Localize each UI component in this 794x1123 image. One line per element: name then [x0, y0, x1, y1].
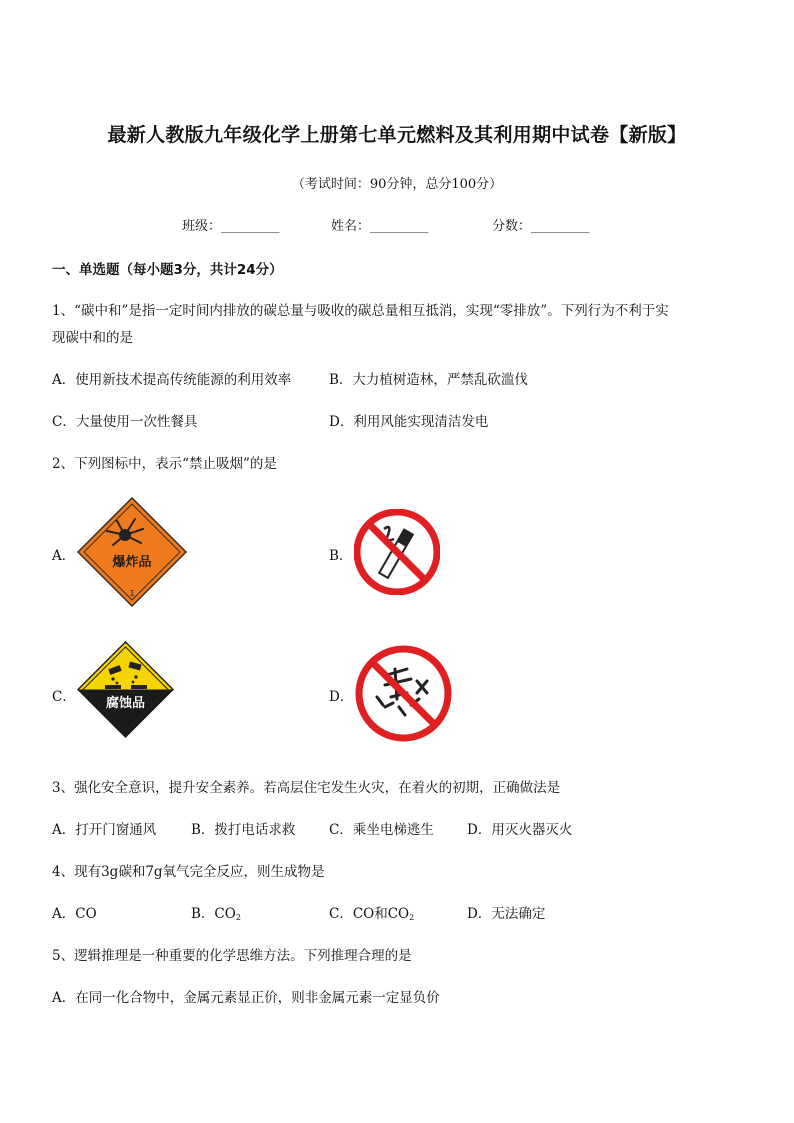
q4-option-d: D．无法确定 — [467, 906, 546, 922]
q3-option-c: C．乘坐电梯逃生 — [329, 822, 434, 838]
question-1-stem: 1、“碳中和”是指一定时间内排放的碳总量与吸收的碳总量相互抵消，实现“零排放”。下列行为不利于实 — [52, 303, 669, 319]
q2-option-a-label: A． — [52, 548, 76, 564]
q4-option-a: A．CO — [52, 906, 97, 922]
question-3-stem: 3、强化安全意识，提升安全素养。若高层住宅发生火灾，在着火的初期，正确做法是 — [52, 780, 561, 796]
q3-option-b: B．拨打电话求救 — [191, 822, 296, 838]
exam-info: （考试时间：90分钟，总分100分） — [291, 177, 503, 192]
q1-option-b: B．大力植树造林，严禁乱砍滥伐 — [329, 372, 528, 388]
q2-option-c-label: C． — [52, 689, 76, 705]
q3-option-a: A．打开门窗通风 — [52, 822, 157, 838]
class-field: 班级：_________ — [182, 219, 280, 234]
q4-option-c-subscript: 2 — [409, 913, 415, 922]
q2-option-d-label: D． — [329, 689, 354, 705]
q4-option-b-subscript: 2 — [235, 913, 241, 922]
q4-option-c — [329, 902, 414, 922]
score-field: 分数：_________ — [492, 219, 590, 234]
no-littering-sign-icon — [355, 645, 452, 742]
explosive-sign-icon — [77, 497, 187, 607]
question-4-stem: 4、现有3g碳和7g氧气完全反应，则生成物是 — [52, 864, 325, 880]
explosive-sign-label: 爆炸品 — [112, 555, 152, 570]
q5-option-a: A．在同一化合物中，金属元素显正价，则非金属元素一定显负价 — [52, 990, 440, 1006]
question-5-stem: 5、逻辑推理是一种重要的化学思维方法。下列推理合理的是 — [52, 948, 412, 964]
q1-option-a: A．使用新技术提高传统能源的利用效率 — [52, 372, 292, 388]
q1-option-c: C．大量使用一次性餐具 — [52, 414, 198, 430]
q1-option-d: D．利用风能实现清洁发电 — [329, 414, 489, 430]
no-smoking-sign-icon — [354, 509, 440, 595]
page-title: 最新人教版九年级化学上册第七单元燃料及其利用期中试卷【新版】 — [107, 124, 687, 146]
question-2-stem: 2、下列图标中，表示“禁止吸烟”的是 — [52, 456, 277, 472]
q4-option-c-text: C．CO和CO — [329, 906, 410, 922]
q4-option-b-text: B．CO — [191, 906, 236, 922]
section-heading: 一、单选题（每小题3分，共计24分） — [52, 262, 283, 278]
explosive-sign-number: 1 — [129, 589, 135, 598]
q3-option-d: D．用灭火器灭火 — [467, 822, 573, 838]
name-field: 姓名：_________ — [331, 219, 429, 234]
q2-option-b-label: B． — [329, 548, 353, 564]
corrosive-sign-icon — [77, 641, 174, 738]
q4-option-b — [191, 902, 241, 922]
corrosive-sign-label: 腐蚀品 — [105, 696, 146, 711]
question-1-stem-cont: 现碳中和的是 — [52, 330, 133, 346]
